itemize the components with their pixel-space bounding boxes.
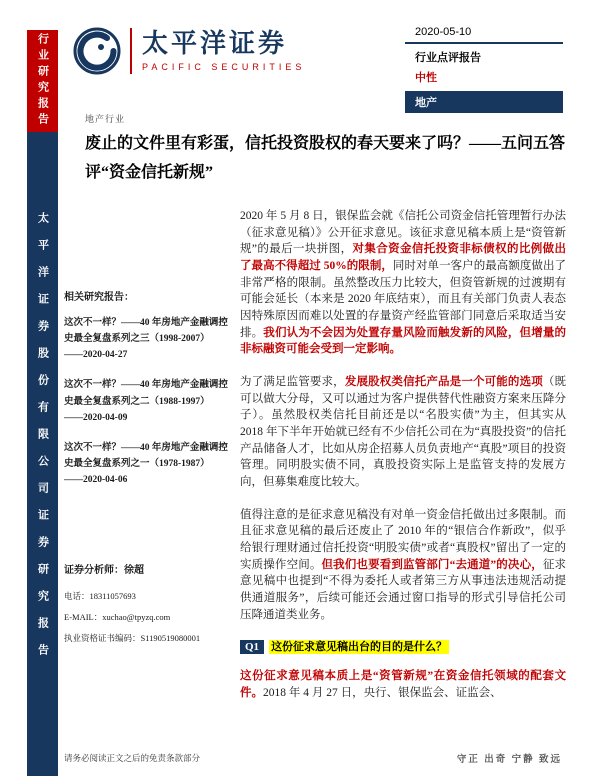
- text-segment: （既可以做大分母，又可以通过为客户提供替代性融资方案来压降分子）。虽然股权类信托目前还是以“名股实债”为主，但其实从 2018 年下半年开始就已经有不少信托公司在为“真股投资”的信托产品储备人才，比如从房企招募人员负责地产“真股”项目的投资管理。同明股实债不同，真股投资实际上是监管支持的发展方向，但募集难度比较大。: [240, 376, 567, 489]
- analyst-phone: 电话：18311057693: [64, 591, 136, 601]
- text-segment: 2020 年 5 月 8 日，银保监会就《信托公司资金信托管理暂行办法（征求意见稿）》公开征求意见。该征求意见稿本质上是“资管新规”的最后一块拼图，: [240, 210, 566, 256]
- text-segment: 征求意见稿中也提到“不得为委托人或者第三方从事违法违规活动提供通道服务”，后续可能还会通过窗口指导的形式引导信托公司压降通道类业务。: [240, 558, 567, 621]
- analyst-cert: 执业资格证书编码：S1190519080001: [64, 633, 201, 643]
- sidebar-category-band: [27, 30, 58, 132]
- text-segment-emphasis: 发展股权类信托产品是一个可能的选项: [344, 376, 543, 389]
- related-reports-header: 相关研究报告：: [64, 292, 134, 303]
- industry-category: 地产行业: [85, 114, 126, 124]
- related-report-item: 这次不一样？——40 年房地产金融调控史最全复盘系列之二（1988-1997）——2020-04-09: [64, 380, 228, 423]
- text-segment-emphasis: 但我们也要看到监管部门“去通道”的决心，: [321, 558, 543, 571]
- sidebar: [27, 30, 58, 776]
- sidebar-company-label: 太平洋证券股份有限公司证券研究报告: [36, 212, 49, 671]
- analyst-info: [64, 561, 228, 653]
- text-segment-emphasis: 我们认为不会因为处置存量风险而触发新的风险，但增量的非标融资可能会受到一定影响。: [240, 326, 566, 356]
- report-date: 2020-05-10: [415, 26, 472, 38]
- company-motto: 守正 出奇 宁静 致远: [456, 755, 562, 765]
- body-paragraph-3: [240, 507, 566, 624]
- analyst-name: 证券分析师：徐超: [64, 565, 144, 576]
- pacific-securities-logo-icon: [72, 26, 122, 76]
- sidebar-category-label: 行业研究报告: [36, 33, 49, 129]
- question-1-text: 这份征求意见稿出台的目的是什么？: [271, 641, 448, 654]
- text-segment: 2018 年 4 月 27 日，央行、银保监会、证监会、: [263, 686, 502, 699]
- text-segment-emphasis: 对集合资金信托投资非标债权的比例做出了最高不得超过 50%的限制，: [240, 243, 566, 273]
- text-segment-emphasis: 这份征求意见稿本质上是“资管新规”在资金信托领域的配套文件。: [240, 669, 566, 699]
- question-1-tag: Q1: [240, 640, 264, 654]
- related-reports: [64, 288, 228, 502]
- text-segment: 值得注意的是征求意见稿没有对单一资金信托做出过多限制。而且征求意见稿的最后还废止了 2010 年的“银信合作新政”，似乎给银行理财通过信托投资“明股实债”或者“真股权”留出了一定的实质操作空间。: [240, 508, 566, 571]
- text-segment: 为了满足监管要求，: [240, 376, 345, 389]
- rating-label: 中性: [415, 72, 437, 84]
- report-meta: [405, 26, 563, 113]
- body-paragraph-4: [240, 668, 566, 701]
- logo-company-name-en: PACIFIC SECURITIES: [142, 61, 306, 72]
- related-report-item: 这次不一样？——40 年房地产金融调控史最全复盘系列之一（1978-1987）——2020-04-06: [64, 442, 228, 486]
- logo-text: [142, 30, 305, 72]
- sidebar-company-band: [27, 212, 58, 671]
- logo-divider: [130, 28, 132, 74]
- related-report-item: 这次不一样？——40 年房地产金融调控史最全复盘系列之三（1998-2007）——2020-04-27: [64, 318, 228, 361]
- report-body: [240, 208, 566, 717]
- logo-company-name: 太平洋证券: [142, 29, 288, 59]
- sector-bar: 地产: [405, 91, 563, 113]
- body-paragraph-2: [240, 374, 566, 491]
- body-paragraph-1: [240, 208, 566, 358]
- report-type-label: 行业点评报告: [415, 52, 481, 64]
- disclaimer-note: 请务必阅读正文之后的免责条款部分: [64, 753, 201, 763]
- report-title: 废止的文件里有彩蛋，信托投资股权的春天要来了吗？——五问五答评“资金信托新规”: [85, 135, 566, 181]
- analyst-email: E-MAIL：xuchao@tpyzq.com: [64, 612, 171, 622]
- text-segment: 同时对单一客户的最高额度做出了非常严格的限制。虽然整改压力比较大，但资管新规的过渡期有可能会延长（本来是 2020 年底结束），而且有关部门负责人表态因特殊原因而难以处置的存量资产经监管部门同意后采取适当安排。: [240, 260, 567, 339]
- question-1-heading: [240, 639, 566, 656]
- logo: [72, 26, 305, 76]
